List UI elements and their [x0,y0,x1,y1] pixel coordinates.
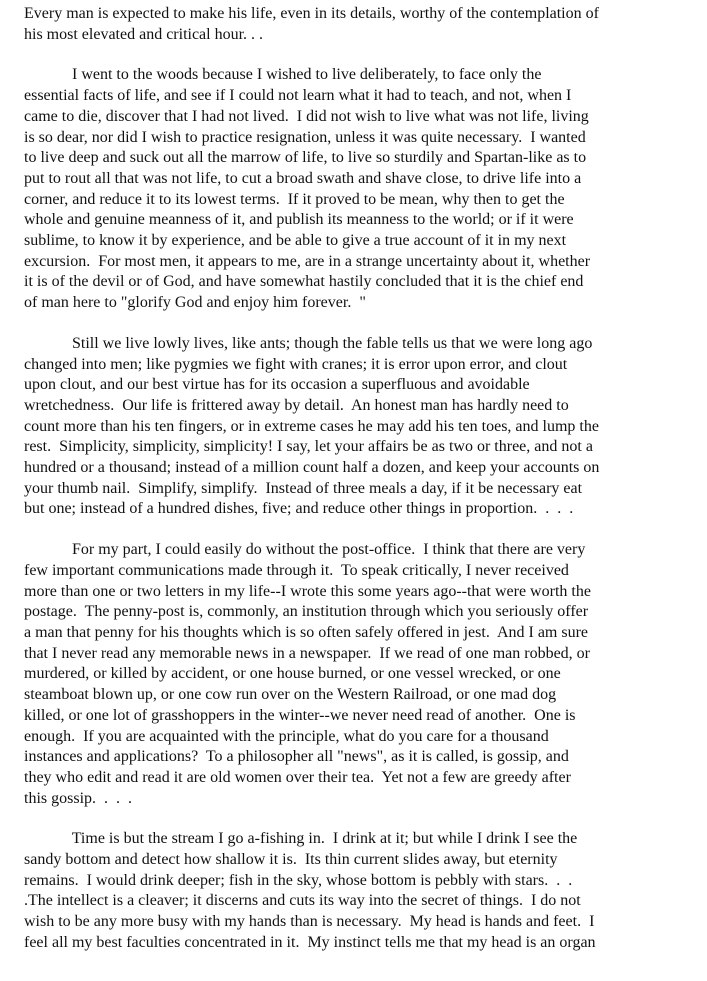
paragraph [24,540,704,809]
text-line: enough. If you are acquainted with the principle, what do you care for a thousand [24,727,549,745]
text-line: whole and genuine meanness of it, and publish its meanness to the world; or if it were [24,211,574,229]
text-line: of man here to "glorify God and enjoy him forever. " [24,294,366,312]
text-line: killed, or one lot of grasshoppers in the winter--we never need read of another. One is [24,706,576,724]
text-line: changed into men; like pygmies we fight with cranes; it is error upon error, and clout [24,355,568,373]
text-line: excursion. For most men, it appears to me, are in a strange uncertainty about it, whether [24,252,591,270]
text-line: remains. I would drink deeper; fish in the sky, whose bottom is pebbly with stars. . . [24,871,573,889]
text-line: Time is but the stream I go a-fishing in. I drink at it; but while I drink I see the [24,830,578,848]
text-line: they who edit and read it are old women over their tea. Yet not a few are greedy after [24,768,571,786]
text-line: I went to the woods because I wished to live deliberately, to face only the [24,66,542,84]
text-line: this gossip. . . . [24,789,133,807]
text-line: Every man is expected to make his life, even in its details, worthy of the contemplation of [24,5,599,22]
text-line: it is of the devil or of God, and have somewhat hastily concluded that it is the chief end [24,273,584,291]
text-line: sublime, to know it by experience, and be able to give a true account of it in my next [24,232,567,250]
text-line: count more than his ten fingers, or in extreme cases he may add his ten toes, and lump the [24,417,599,435]
text-line: hundred or a thousand; instead of a million count half a dozen, and keep your accounts on [24,459,600,477]
text-line: is so dear, nor did I wish to practice resignation, unless it was quite necessary. I wanted [24,128,586,146]
text-line: rest. Simplicity, simplicity, simplicity! I say, let your affairs be as two or three, and not a [24,438,593,456]
text-line: few important communications made through it. To speak critically, I never received [24,561,569,579]
text-line: corner, and reduce it to its lowest terms. If it proved to be mean, why then to get the [24,190,565,208]
text-line: feel all my best faculties concentrated in it. My instinct tells me that my head is an organ [24,933,596,951]
text-line: postage. The penny-post is, commonly, an institution through which you seriously offer [24,603,589,621]
text-line: essential facts of life, and see if I could not learn what it had to teach, and not, when I [24,87,572,105]
paragraph [24,829,704,953]
text-line: to live deep and suck out all the marrow of life, to live so sturdily and Spartan-like as to [24,149,587,167]
paragraph [24,65,704,313]
text-line: upon clout, and our best virtue has for its occasion a superfluous and avoidable [24,376,530,394]
text-line: instances and applications? To a philosopher all "news", as it is called, is gossip, and [24,748,569,766]
text-line: Still we live lowly lives, like ants; though the fable tells us that we were long ago [24,334,593,352]
text-line: put to rout all that was not life, to cut a broad swath and shave close, to drive life into a [24,169,582,187]
text-line: more than one or two letters in my life--I wrote this some years ago--that were worth the [24,582,591,600]
text-line: that I never read any memorable news in a newspaper. If we read of one man robbed, or [24,644,590,662]
text-line: wish to be any more busy with my hands than is necessary. My head is hands and feet. I [24,913,595,931]
text-line: wretchedness. Our life is frittered away by detail. An honest man has hardly need to [24,396,569,414]
text-line: For my part, I could easily do without the post-office. I think that there are very [24,541,586,559]
paragraph [24,4,704,45]
text-line: steamboat blown up, or one cow run over on the Western Railroad, or one mad dog [24,686,557,704]
text-line: a man that penny for his thoughts which is so often safely offered in jest. And I am sure [24,623,589,641]
document-body [24,4,704,974]
text-line: murdered, or killed by accident, or one house burned, or one vessel wrecked, or one [24,665,561,683]
text-line: came to die, discover that I had not lived. I did not wish to live what was not life, living [24,107,589,125]
text-line: sandy bottom and detect how shallow it is. Its thin current slides away, but eternity [24,851,558,869]
text-line: .The intellect is a cleaver; it discerns and cuts its way into the secret of things. I do not [24,892,581,910]
text-line: but one; instead of a hundred dishes, five; and reduce other things in proportion. . . . [24,500,574,518]
text-line: his most elevated and critical hour. . . [24,25,264,43]
text-line: your thumb nail. Simplify, simplify. Instead of three meals a day, if it be necessary eat [24,479,583,497]
paragraph [24,334,704,520]
